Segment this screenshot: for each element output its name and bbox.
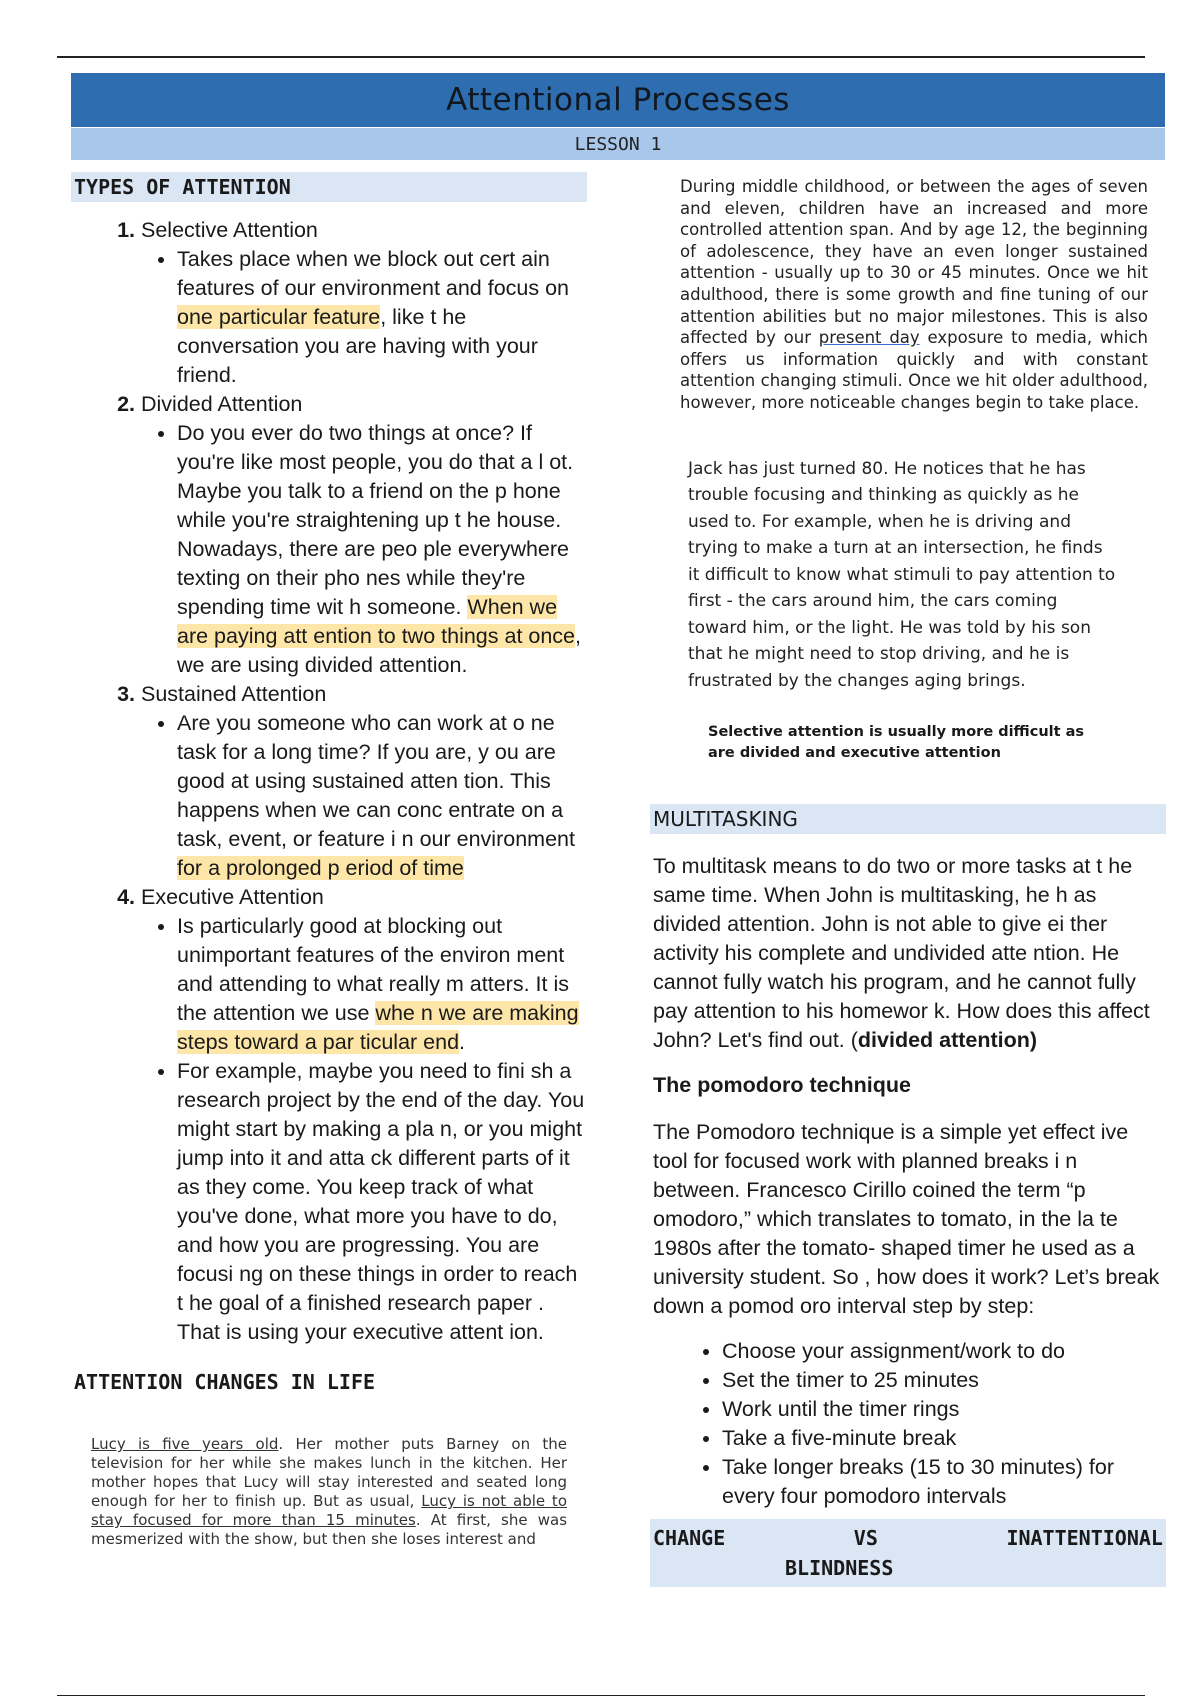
list-item: • Choose your assignment/work to do bbox=[722, 1337, 1166, 1366]
pomodoro-steps bbox=[650, 1337, 1166, 1511]
list-item: • Work until the timer rings bbox=[722, 1395, 1166, 1424]
cvi-blindness: BLINDNESS bbox=[785, 1556, 894, 1581]
bullet-text-end: . bbox=[459, 1030, 466, 1054]
highlight: for a prolonged p eriod of time bbox=[177, 856, 464, 880]
change-vs-inattentional-heading bbox=[650, 1519, 1166, 1587]
list-item bbox=[141, 680, 587, 883]
pomodoro-heading: The pomodoro technique bbox=[653, 1073, 911, 1098]
pomodoro-paragraph: The Pomodoro technique is a simple yet effect ive tool for focused work with planned breaks i n between. Francesco Cirillo coined the term “p omodoro,” which translates to tomato, in the la te 1980s after the tomato- shaped timer he used as a university student. So , how does it work? Let’s break down a pomod oro interval step by step: bbox=[653, 1120, 1160, 1319]
attention-note: Selective attention is usually more difficult as are divided and executive attention bbox=[708, 724, 1085, 762]
middle-text-2: exposure to media, which offers us information quickly and with constant attention changing stimuli. Once we hit older adulthood, however, more noticeable changes begin to take place. bbox=[680, 328, 1148, 412]
cvi-vs: VS bbox=[853, 1526, 878, 1551]
jack-case: Jack has just turned 80. He notices that he has trouble focusing and thinking as quickly as he used to. For example, when he is driving and trying to make a turn at an intersection, he finds it difficult to know what stimuli to pay attention to first - the cars around him, the cars coming toward him, or the light. He was told by his son that he might need to stop driving, and he is frustrated by the changes aging brings. bbox=[688, 458, 1116, 691]
bullet-text: Are you someone who can work at o ne task for a long time? If you are, y ou are good at using sustained atten tion. This happens when we can conc entrate on a task, event, or feature i n our environment bbox=[177, 711, 575, 851]
bullet bbox=[177, 419, 587, 680]
item-label: Sustained Attention bbox=[141, 682, 327, 706]
bullet-text-end: , like t he conversation you are having with your friend. bbox=[177, 305, 538, 387]
bullet bbox=[177, 912, 587, 1057]
lucy-case bbox=[91, 1435, 567, 1549]
highlight: one particular feature bbox=[177, 305, 381, 329]
multitasking-text: To multitask means to do two or more tasks at t he same time. When John is multitasking, he h as divided attention. John is not able to give ei ther activity his complete and undivided atte ntion. He cannot fully watch his program, and he cannot fully pay attention to his homewor k. How does this affect John? Let's find out. ( bbox=[653, 854, 1150, 1053]
highlight: When we are paying att ention to two things at once bbox=[177, 595, 576, 648]
list-item bbox=[141, 216, 587, 390]
item-label: Divided Attention bbox=[141, 392, 303, 416]
bottom-rule bbox=[57, 1695, 1145, 1696]
bullet-text-end: , we are using divided attention. bbox=[177, 624, 581, 677]
list-item bbox=[141, 390, 587, 680]
title-text: Attentional Processes bbox=[446, 82, 790, 118]
bullet bbox=[177, 245, 587, 390]
bullet-text: Is particularly good at blocking out unimportant features of the environ ment and attending to what really m atters. It is the attention we use bbox=[177, 914, 569, 1025]
middle-childhood-text bbox=[680, 176, 1148, 414]
cvi-inattentional: INATTENTIONAL bbox=[1006, 1526, 1163, 1551]
bullet bbox=[177, 1057, 587, 1347]
document-title bbox=[71, 73, 1165, 127]
highlight: whe n we are making steps toward a par ticular end bbox=[177, 1001, 579, 1054]
top-rule bbox=[57, 56, 1145, 58]
lucy-underline-1: Lucy is five years old bbox=[91, 1435, 279, 1453]
bullet-text: Takes place when we block out cert ain features of our environment and focus on bbox=[177, 247, 570, 300]
bullet bbox=[177, 709, 587, 883]
lucy-text-2: . At first, she was mesmerized with the show, but then she loses interest and bbox=[91, 1511, 568, 1548]
item-label: Executive Attention bbox=[141, 885, 324, 909]
life-heading: ATTENTION CHANGES IN LIFE bbox=[74, 1370, 376, 1394]
attention-types-list bbox=[71, 216, 587, 1347]
middle-text-1: During middle childhood, or between the ages of seven and eleven, children have an increased and more controlled attention span. And by age 12, the beginning of adolescence, they have an even longer sustained attention - usually up to 30 or 45 minutes. Once we hit adulthood, there is some growth and fine tuning of our attention abilities but no major milestones. This is also affected by our bbox=[680, 177, 1148, 348]
middle-underline: present day bbox=[818, 328, 920, 348]
right-column bbox=[650, 176, 1166, 1587]
multitasking-heading: MULTITASKING bbox=[650, 804, 1166, 834]
lucy-text-1: . Her mother puts Barney on the television for her while she makes lunch in the kitchen. Her mother hopes that Lucy will stay interested and seated long enough for her to finish up. But as usual, bbox=[91, 1435, 567, 1510]
bullet-text: Do you ever do two things at once? If you're like most people, you do that a l ot. Maybe you talk to a friend on the p hone while you're straightening up t he house. Nowadays, there are peo ple everywhere texting on their pho nes while they're spending time wit h someone. bbox=[177, 421, 574, 619]
left-column bbox=[71, 172, 587, 1549]
lesson-text: LESSON 1 bbox=[574, 133, 662, 155]
cvi-change: CHANGE bbox=[653, 1526, 726, 1551]
lucy-underline-2: Lucy is not able to stay focused for more than 15 minutes bbox=[91, 1492, 567, 1529]
lesson-label bbox=[71, 128, 1165, 160]
list-item: • Set the timer to 25 minutes bbox=[722, 1366, 1166, 1395]
list-item: • Take a five-minute break bbox=[722, 1424, 1166, 1453]
types-heading: TYPES OF ATTENTION bbox=[71, 172, 587, 202]
list-item: • Take longer breaks (15 to 30 minutes) for every four pomodoro intervals bbox=[722, 1453, 1166, 1511]
item-label: Selective Attention bbox=[141, 218, 318, 242]
bullet-text: For example, maybe you need to fini sh a research project by the end of the day. You might start by making a pla n, or you might jump into it and atta ck different parts of it as they come. You keep track of what you've done, what more you have to do, and how you are progressing. You are focusi ng on these things in order to reach t he goal of a finished research paper . That is using your executive attent ion. bbox=[177, 1059, 585, 1344]
list-item bbox=[141, 883, 587, 1347]
multitasking-paragraph bbox=[653, 852, 1166, 1055]
multitasking-bold: divided attention) bbox=[857, 1028, 1038, 1053]
